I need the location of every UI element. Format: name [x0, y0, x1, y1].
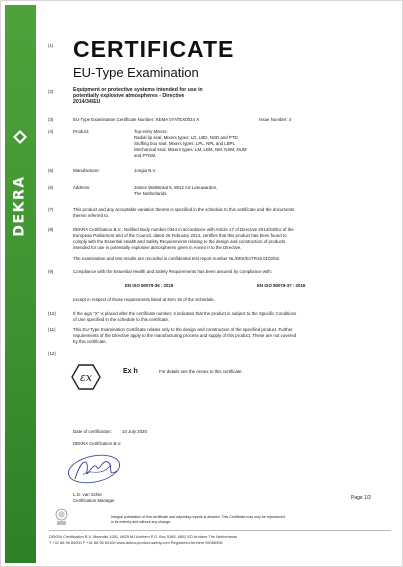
signatory-role: Certification Manager [73, 498, 115, 503]
item-number-9: (9) [48, 269, 54, 274]
date-of-certification-label: Date of certification: [73, 429, 112, 434]
footer-address: DEKRA Certification B.V. Meander 1051, 6825 MJ Arnhem P.O. Box 5185, 6802 ED Arnhem The Netherlands [49, 534, 238, 539]
item-number-12: (12) [48, 351, 56, 356]
notified-body-line-1: DEKRA Certification B.V., Notified Body number 0344 in accordance with Article 17 of Directive 2014/34/EU of the [73, 227, 294, 232]
specific-conditions-line-2: of Use specified in the schedule to this certificate. [73, 317, 170, 322]
item-number-7: (7) [48, 207, 54, 212]
product-line-4: Mechanical seal, Mixers types: LM, LBM, NM, NSM, NUM [134, 147, 247, 152]
item-number-1: (1) [48, 43, 54, 48]
product-line-2: Radial lip seal, Mixers types: LD, LBD, NSD and PTD [134, 135, 238, 140]
accreditation-seal-icon [55, 508, 68, 526]
specific-conditions-line-1: If the sign "X" is placed after the certificate number, it indicates that the product is subject to the Specific Conditions [73, 311, 297, 316]
notified-body-line-3: comply with the Essential Health and Safety Requirements relating to the design and construction of products [73, 239, 286, 244]
notified-body-line-4: intended for use in potentially explosive atmospheres given in Annex II to the Directive. [73, 245, 242, 250]
dekra-vertical-logo [7, 151, 33, 261]
design-scope-line-3: by this certificate. [73, 339, 107, 344]
product-line-3: Stuffing box seal, Mixers types: LPL, NPL and LBPL [134, 141, 236, 146]
compliance-line: Compliance with the Essential Health and Safety Requirements has been assured by compliance with: [73, 269, 272, 274]
svg-text:εx: εx [79, 371, 93, 384]
footer-contact: T +31 88 96 83000 F +31 88 96 83100 www.dekra-product-safety.com Registered Arnhem 09085396 [49, 540, 223, 545]
design-scope-line-2: requirements of the Directive apply to the manufacturing process and supply of this product. These are not covered [73, 333, 297, 338]
item-number-8: (8) [48, 227, 54, 232]
test-report-line: The examination and test results are recorded in confidential test report number NL/DEK/ExTR16.0103/02. [73, 256, 281, 261]
manufacturer-value: Jongia N.V. [134, 168, 157, 173]
reproduction-disclaimer-2: in its entirety and without any change. [111, 520, 172, 524]
certificate-number: EU-Type Examination Certificate Number: KEMA 07ATEX0024 X [73, 117, 200, 122]
product-label: Product: [73, 129, 90, 134]
address-line-1: James Wattstraat 5, 8912 AS Leeuwarden, [134, 185, 218, 190]
standard-1: EN ISO 80079-36 : 2016 [125, 283, 174, 288]
address-label: Address: [73, 185, 91, 190]
page-number: Page 1/2 [351, 495, 372, 501]
exceptions-line: except in respect of those requirements listed at item 18 of the Schedule. [73, 297, 215, 302]
directive-line-3: 2014/34/EU [73, 99, 101, 105]
address-line-2: The Netherlands [134, 191, 167, 196]
ex-hexagon-icon [71, 364, 101, 390]
item-number-11: (11) [48, 327, 56, 332]
dekra-side-bar [5, 5, 36, 563]
notified-body-line-2: European Parliament and of the Council, dated 26 February 2014, certifies that this product has been found to [73, 233, 287, 238]
item-number-10: (10) [48, 311, 56, 316]
reproduction-disclaimer-1: Integral publication of this certificate and adjoining reports is allowed. This Certificate may only be reproduced [111, 515, 285, 519]
directive-line-2: potentially explosive atmospheres - Directive [73, 93, 185, 99]
signature-image [63, 449, 125, 491]
item-number-4: (4) [48, 129, 54, 134]
product-line-1: Top-entry Mixers: [134, 129, 168, 134]
product-line-5: and PTDM. [134, 153, 157, 158]
manufacturer-label: Manufacturer: [73, 168, 101, 173]
item-number-6: (6) [48, 185, 54, 190]
scope-line-2: therein referred to. [73, 213, 110, 218]
item-number-3: (3) [48, 117, 54, 122]
item-number-2: (2) [48, 89, 54, 94]
footer-divider [49, 530, 391, 531]
signatory-name: L.G. van Schie [73, 492, 102, 497]
dekra-wordmark: DEKRA [12, 175, 28, 237]
ex-marking: Ex h [123, 368, 138, 375]
item-number-5: (5) [48, 168, 54, 173]
dekra-logo-icon [12, 129, 28, 145]
certificate-title: CERTIFICATE [73, 36, 235, 62]
scope-line-1: This product and any acceptable variation thereto is specified in the schedule to this certificate and the documents [73, 207, 295, 212]
directive-line-1: Equipment or protective systems intended for use in [73, 87, 203, 93]
date-of-certification-value: 10 July 2020 [122, 429, 147, 434]
design-scope-line-1: This EU-Type Examination Certificate relates only to the design and construction of the specified product. Further [73, 327, 293, 332]
issue-number: Issue Number: 4 [259, 117, 292, 122]
annex-note: For details see the Annex to this certificate. [159, 369, 243, 374]
certificate-subtitle: EU-Type Examination [73, 65, 199, 80]
issuer-name: DEKRA Certification B.V. [73, 441, 122, 446]
standard-2: EN ISO 80079-37 : 2016 [257, 283, 306, 288]
